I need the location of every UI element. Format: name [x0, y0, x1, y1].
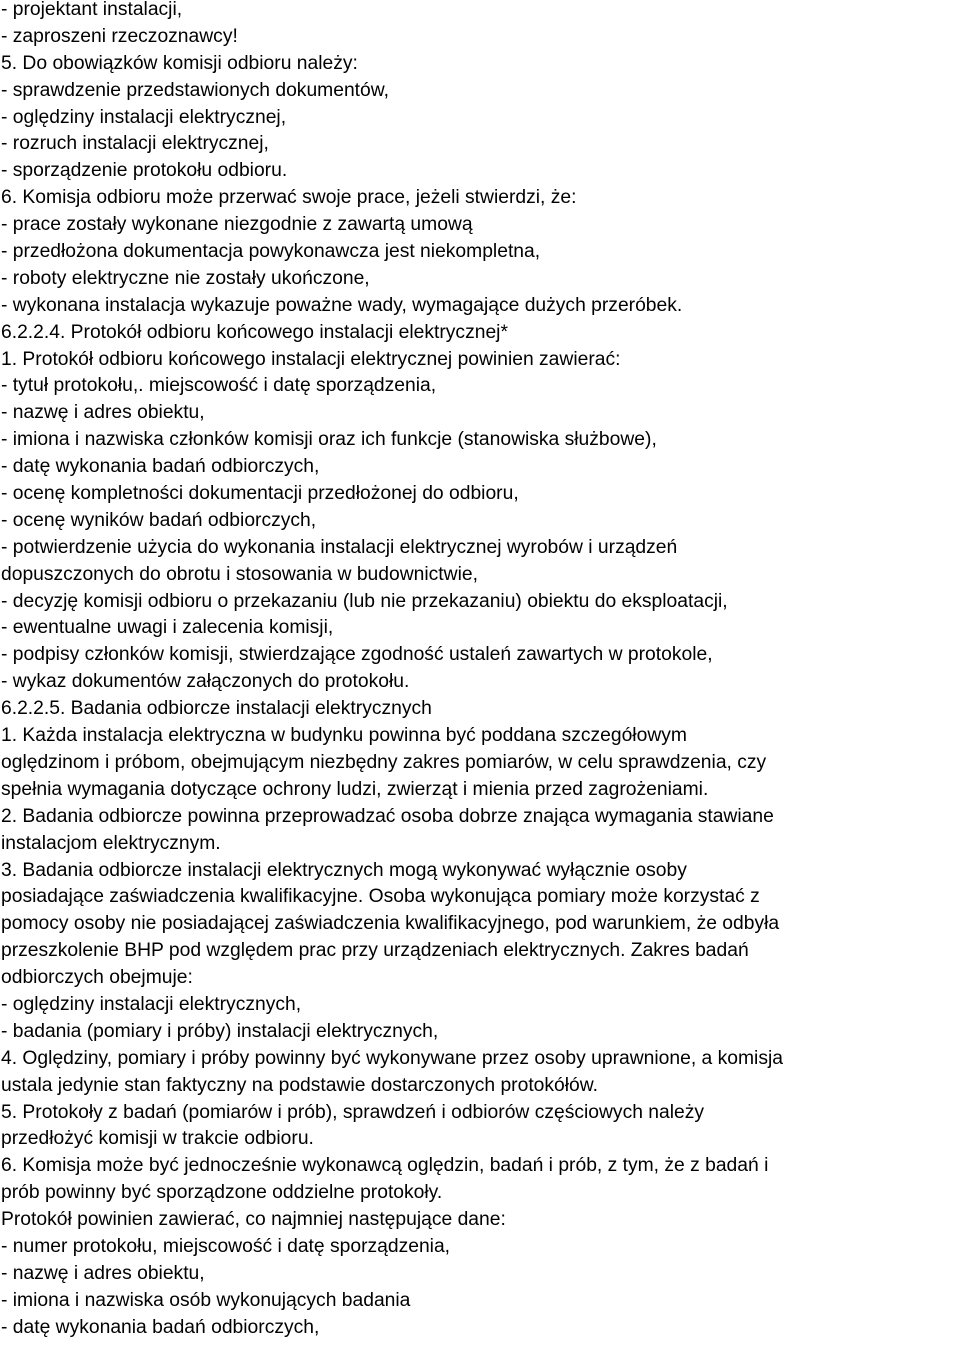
text-line: - sporządzenie protokołu odbioru. — [1, 160, 288, 182]
text-line: - projektant instalacji, — [1, 0, 183, 20]
text-line: odbiorczych obejmuje: — [1, 967, 193, 989]
text-line: - rozruch instalacji elektrycznej, — [1, 133, 269, 155]
text-line: prób powinny być sporządzone oddzielne protokoły. — [1, 1182, 443, 1204]
text-line: - sprawdzenie przedstawionych dokumentów, — [1, 79, 389, 101]
text-line: - podpisy członków komisji, stwierdzające zgodność ustaleń zawartych w protokole, — [1, 644, 713, 666]
text-line: - prace zostały wykonane niezgodnie z zawartą umową — [1, 214, 473, 236]
text-line: - ewentualne uwagi i zalecenia komisji, — [1, 617, 334, 639]
text-line: oględzinom i próbom, obejmującym niezbędny zakres pomiarów, w celu sprawdzenia, czy — [1, 751, 767, 773]
section-heading: 6.2.2.4. Protokół odbioru końcowego instalacji elektrycznej* — [1, 321, 508, 343]
text-line: - ocenę wyników badań odbiorczych, — [1, 509, 317, 531]
text-line: - wykaz dokumentów załączonych do protokołu. — [1, 671, 410, 693]
text-line: ustala jedynie stan faktyczny na podstawie dostarczonych protokółów. — [1, 1074, 598, 1096]
text-line: 3. Badania odbiorcze instalacji elektrycznych mogą wykonywać wyłącznie osoby — [1, 859, 687, 881]
section-heading: 6.2.2.5. Badania odbiorcze instalacji elektrycznych — [1, 698, 432, 720]
text-line: - ocenę kompletności dokumentacji przedłożonej do odbioru, — [1, 483, 519, 505]
text-line: 6. Komisja może być jednocześnie wykonawcą oględzin, badań i prób, z tym, że z badań i — [1, 1155, 769, 1177]
text-line: - badania (pomiary i próby) instalacji elektrycznych, — [1, 1020, 439, 1042]
document-page — [1, 0, 959, 1342]
text-line: - zaproszeni rzeczoznawcy! — [1, 25, 238, 47]
text-line: przeszkolenie BHP pod względem prac przy urządzeniach elektrycznych. Zakres badań — [1, 940, 749, 962]
text-line: przedłożyć komisji w trakcie odbioru. — [1, 1128, 314, 1150]
text-line: - datę wykonania badań odbiorczych, — [1, 1316, 320, 1338]
text-line: dopuszczonych do obrotu i stosowania w budownictwie, — [1, 563, 478, 585]
text-line: Protokół powinien zawierać, co najmniej następujące dane: — [1, 1209, 506, 1231]
text-line: pomocy osoby nie posiadającej zaświadczenia kwalifikacyjnego, pod warunkiem, że odbyła — [1, 913, 780, 935]
text-line: - oględziny instalacji elektrycznych, — [1, 993, 302, 1015]
text-line: spełnia wymagania dotyczące ochrony ludzi, zwierząt i mienia przed zagrożeniami. — [1, 778, 709, 800]
text-line: 4. Oględziny, pomiary i próby powinny być wykonywane przez osoby uprawnione, a komisja — [1, 1047, 783, 1069]
text-line: 5. Do obowiązków komisji odbioru należy: — [1, 52, 358, 74]
text-line: - decyzję komisji odbioru o przekazaniu (lub nie przekazaniu) obiektu do eksploatacji, — [1, 590, 728, 612]
text-line: - przedłożona dokumentacja powykonawcza jest niekompletna, — [1, 241, 541, 263]
text-line: posiadające zaświadczenia kwalifikacyjne. Osoba wykonująca pomiary może korzystać z — [1, 886, 760, 908]
text-line: 1. Protokół odbioru końcowego instalacji elektrycznej powinien zawierać: — [1, 348, 621, 370]
text-line: - wykonana instalacja wykazuje poważne wady, wymagające dużych przeróbek. — [1, 294, 683, 316]
text-line: - datę wykonania badań odbiorczych, — [1, 456, 320, 478]
text-line: - numer protokołu, miejscowość i datę sporządzenia, — [1, 1235, 451, 1257]
text-line: - oględziny instalacji elektrycznej, — [1, 106, 287, 128]
text-line: - nazwę i adres obiektu, — [1, 1262, 205, 1284]
text-line: 5. Protokoły z badań (pomiarów i prób), sprawdzeń i odbiorów częściowych należy — [1, 1101, 705, 1123]
text-line: - imiona i nazwiska osób wykonujących badania — [1, 1289, 411, 1311]
text-line: - nazwę i adres obiektu, — [1, 402, 205, 424]
text-line: 2. Badania odbiorcze powinna przeprowadzać osoba dobrze znająca wymagania stawiane — [1, 805, 774, 827]
text-line: - potwierdzenie użycia do wykonania instalacji elektrycznej wyrobów i urządzeń — [1, 536, 678, 558]
text-line: 6. Komisja odbioru może przerwać swoje prace, jeżeli stwierdzi, że: — [1, 187, 577, 209]
text-line: - tytuł protokołu,. miejscowość i datę sporządzenia, — [1, 375, 437, 397]
text-line: - imiona i nazwiska członków komisji oraz ich funkcje (stanowiska służbowe), — [1, 429, 657, 451]
text-line: instalacjom elektrycznym. — [1, 832, 221, 854]
text-line: 1. Każda instalacja elektryczna w budynku powinna być poddana szczegółowym — [1, 725, 687, 747]
text-line: - roboty elektryczne nie zostały ukończone, — [1, 267, 370, 289]
